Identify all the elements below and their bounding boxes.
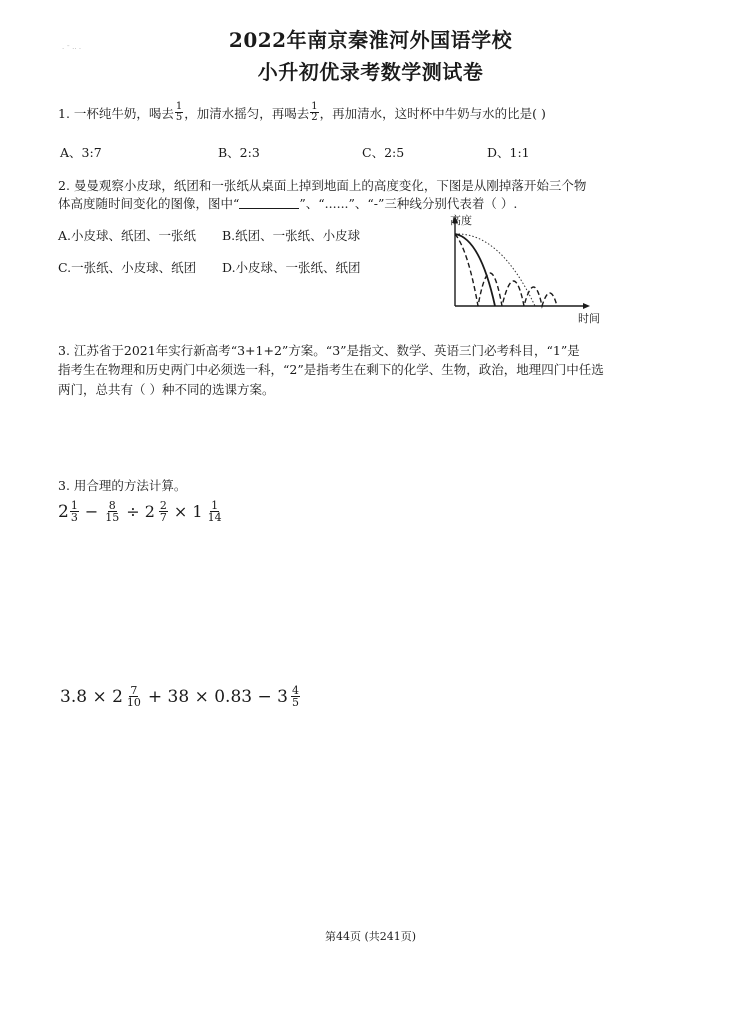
q2-line2-b: ”、“......”、“-”三种线分别代表着（ ）.: [299, 196, 518, 211]
expr2-f2-num: 4: [291, 684, 299, 697]
q3-line2: 指考生在物理和历史两门中必须选一科，“2”是指考生在剩下的化学、生物，政治，地理四门中任选: [58, 362, 604, 377]
scan-smudge: · ˉ ·· ·: [62, 45, 82, 53]
calc-heading: 3. 用合理的方法计算。: [58, 478, 187, 493]
solid-line-sample: [239, 198, 299, 209]
q1-option-d: D、1:1: [487, 145, 530, 160]
exam-title-line2: 小升初优录考数学测试卷: [257, 60, 484, 84]
expr2-f1-num: 7: [130, 684, 138, 697]
expr1-f4-num: 1: [211, 499, 219, 512]
expr1-f1-num: 1: [70, 499, 78, 512]
q1-frac2-num: 1: [311, 101, 318, 112]
q1-option-a: A、3:7: [60, 145, 102, 160]
expr2-f1-den: 10: [126, 696, 141, 709]
q1-fraction-2: [310, 102, 318, 123]
exam-title-line1: 2022年南京秦淮河外国语学校: [228, 28, 513, 52]
expr2-fraction-1: [126, 685, 142, 708]
q1-frac1-num: 1: [175, 101, 183, 112]
q1-frac2-den: 2: [311, 112, 318, 123]
expr1-fraction-1: [70, 500, 79, 523]
q1-stem: [58, 102, 546, 123]
expr2-term-1: 3.8 × 2: [60, 686, 123, 707]
q1-option-b: B、2:3: [218, 145, 260, 160]
page-footer: 第44页 (共241页): [324, 930, 417, 943]
q3-line1: 3. 江苏省于2021年实行新高考“3+1+2”方案。“3”是指文、数学、英语三门必考科目，“1”是: [58, 343, 580, 358]
x-axis-label: 时间: [578, 312, 600, 325]
q2-option-b: B.纸团、一张纸、小皮球: [222, 228, 361, 243]
y-axis-label: 高度: [450, 214, 472, 227]
expr1-fraction-3: [159, 500, 168, 523]
calc-expression-2: [60, 685, 301, 708]
q1-text-b: ，加清水摇匀，再喝去: [184, 105, 310, 121]
q1-text-a: 1. 一杯纯牛奶，喝去: [58, 105, 174, 121]
q2-option-d: D.小皮球、一张纸、纸团: [222, 260, 361, 275]
expr1-fraction-2: [104, 500, 120, 523]
expr2-op1: + 38 × 0.83 − 3: [147, 686, 288, 707]
expr1-f3-num: 2: [159, 499, 167, 512]
q2-line1: 2. 曼曼观察小皮球，纸团和一张纸从桌面上掉到地面上的高度变化，下图是从刚掉落开始三个物: [58, 178, 587, 193]
expr1-op2: ÷ 2: [126, 502, 155, 521]
q1-frac1-den: 5: [175, 112, 183, 123]
q2-option-c: C.一张纸、小皮球、纸团: [58, 260, 197, 275]
q1-fraction-1: [175, 102, 183, 123]
expr1-op3: × 1: [173, 502, 203, 521]
q2-option-a: A.小皮球、纸团、一张纸: [58, 228, 197, 243]
expr1-f2-den: 15: [105, 511, 120, 524]
expr1-f2-num: 8: [108, 499, 116, 512]
expr1-fraction-4: [207, 500, 223, 523]
expr1-f3-den: 7: [159, 511, 167, 524]
q2-line2-a: 体高度随时间变化的图像，图中“: [58, 196, 240, 211]
q1-text-c: ，再加清水，这时杯中牛奶与水的比是( ): [319, 105, 546, 121]
height-time-graph: [440, 210, 615, 328]
expr2-fraction-2: [291, 685, 300, 708]
calc-expression-1: [58, 500, 224, 523]
expr1-f1-den: 3: [70, 511, 78, 524]
dotted-curve: [455, 234, 535, 306]
expr1-op1: −: [84, 502, 99, 521]
expr2-f2-den: 5: [291, 696, 299, 709]
expr1-whole-1: 2: [58, 501, 69, 522]
q3-line3: 两门，总共有（ ）种不同的选课方案。: [58, 382, 275, 397]
x-axis-arrow: [583, 303, 590, 309]
expr1-f4-den: 14: [207, 511, 222, 524]
q1-option-c: C、2:5: [362, 145, 405, 160]
